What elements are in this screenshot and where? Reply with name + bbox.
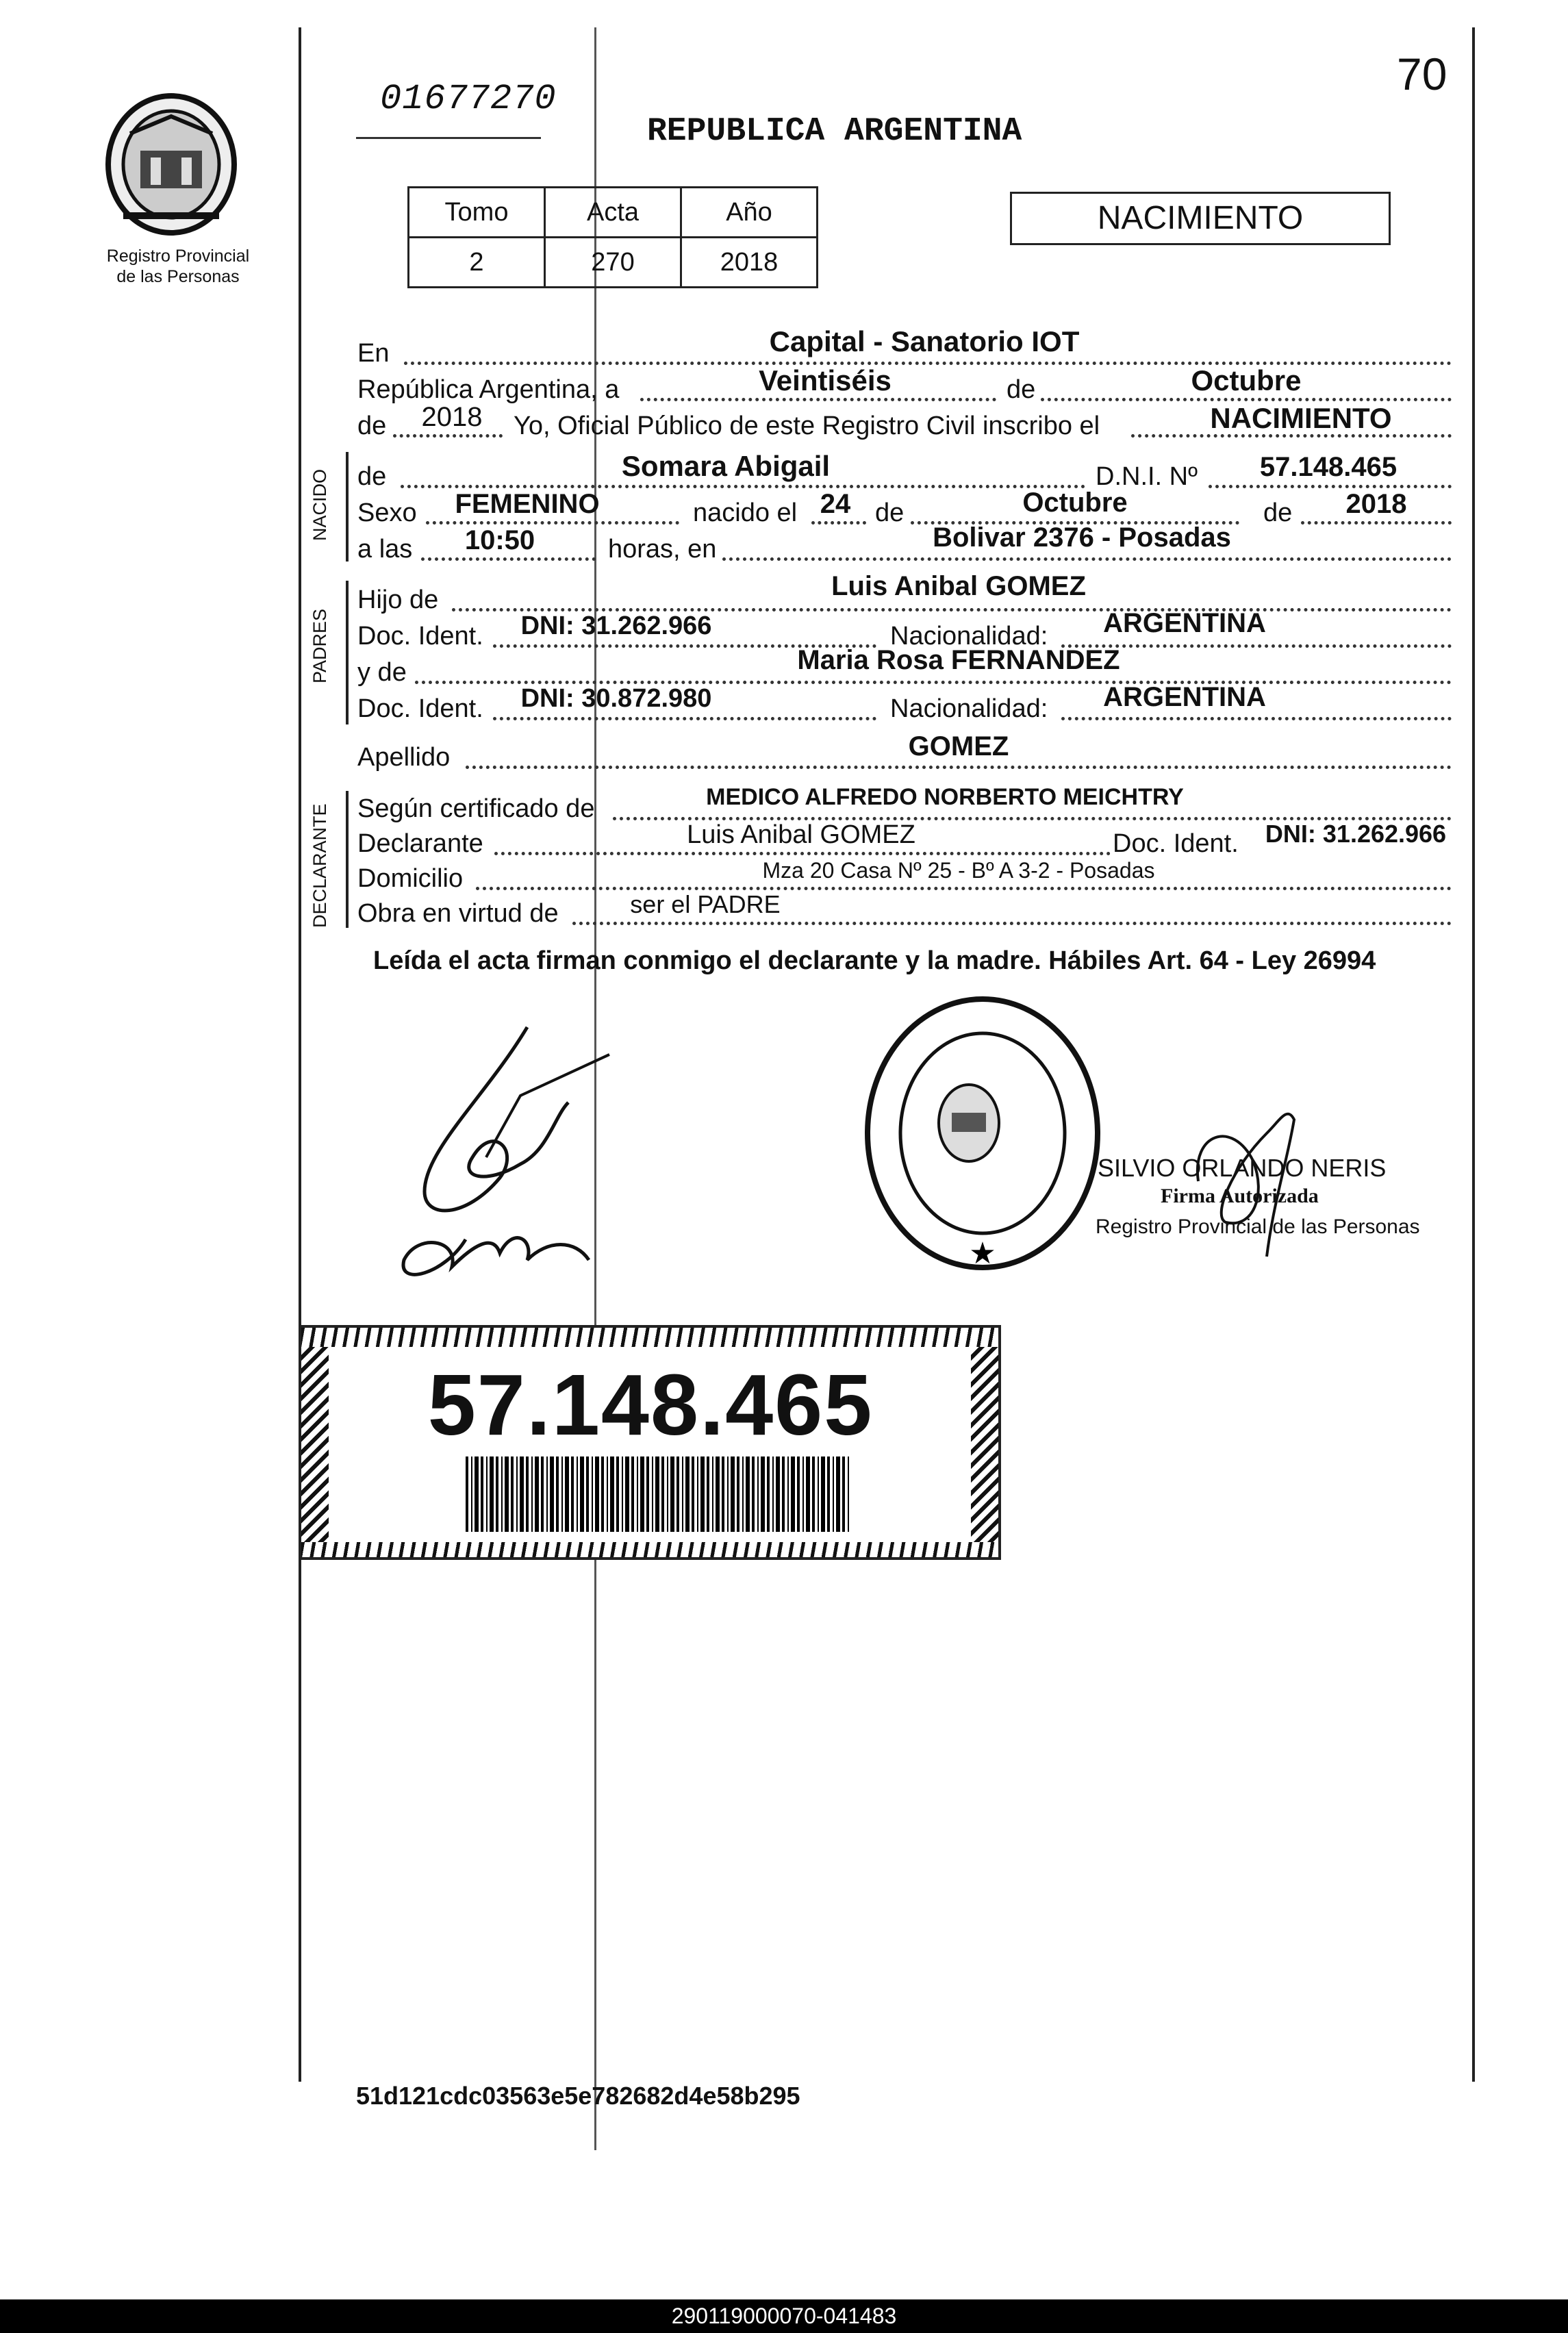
value-apellido: GOMEZ	[908, 731, 1009, 761]
province-seal-logo	[103, 92, 240, 236]
value-certificado: MEDICO ALFREDO NORBERTO MEICHTRY	[706, 784, 1184, 810]
document-hash: 51d121cdc03563e5e782682d4e58b295	[356, 2082, 800, 2110]
label-obra: Obra en virtud de	[357, 899, 559, 928]
value-madre-doc: DNI: 30.872.980	[520, 684, 712, 713]
dots-row4a	[401, 485, 1085, 488]
value-hora: 10:50	[464, 525, 535, 555]
value-anio-nac: 2018	[1345, 489, 1407, 519]
value-sexo: FEMENINO	[455, 489, 600, 519]
footer-code: 290119000070-041483	[671, 2304, 897, 2328]
label-de-nombre: de	[357, 462, 387, 491]
table-header-acta: Acta	[545, 188, 681, 238]
declarant-signature	[383, 1013, 644, 1301]
table-value-tomo: 2	[409, 238, 545, 288]
value-dni: 57.148.465	[1259, 452, 1398, 482]
value-declarante-doc: DNI: 31.262.966	[1265, 820, 1447, 848]
label-nacido-el: nacido el	[693, 499, 798, 527]
table-header-anio: Año	[681, 188, 818, 238]
label-segun: Según certificado de	[357, 794, 595, 823]
dots-row6a	[421, 557, 596, 561]
sticker-right-pattern	[971, 1328, 998, 1557]
label-doc-ident-madre: Doc. Ident.	[357, 694, 483, 723]
dots-row6b	[722, 557, 1452, 561]
dots-row5a	[426, 521, 679, 525]
value-lugar: Capital - Sanatorio IOT	[769, 325, 1080, 357]
logo-caption-2: de las Personas	[116, 267, 240, 286]
label-nacionalidad-padre: Nacionalidad:	[890, 622, 1048, 651]
section-label-declarante: DECLARANTE	[309, 803, 330, 928]
serial-number: 01677270	[380, 79, 557, 119]
label-horas-en: horas, en	[608, 535, 717, 564]
nacido-bracket	[346, 452, 349, 562]
value-dia-nac: 24	[820, 489, 851, 519]
dots-row13a	[494, 852, 1111, 855]
official-office: Registro Provincial de las Personas	[1096, 1215, 1420, 1238]
label-sexo: Sexo	[357, 499, 417, 527]
dots-row4b	[1209, 485, 1452, 488]
label-de-mes-nac: de	[875, 499, 905, 527]
value-obra: ser el PADRE	[630, 890, 781, 918]
dots-row3a	[393, 434, 503, 438]
dots-row10b	[1061, 717, 1452, 720]
dni-sticker	[299, 1325, 1001, 1560]
dots-row5b	[811, 521, 866, 525]
registry-table	[407, 186, 818, 288]
label-de-mes: de	[1007, 375, 1036, 404]
dots-row15	[572, 922, 1452, 925]
label-yo: Yo, Oficial Público de este Registro Civil inscribo el	[514, 412, 1100, 440]
value-declarante: Luis Anibal GOMEZ	[687, 820, 915, 849]
serial-underline	[356, 137, 541, 139]
label-nacionalidad-madre: Nacionalidad:	[890, 694, 1048, 723]
dots-row2a	[640, 398, 996, 401]
closing-text: Leída el acta firman conmigo el declarante y la madre. Hábiles Art. 64 - Ley 26994	[373, 946, 1376, 975]
right-margin-rule	[1472, 27, 1475, 2082]
value-domicilio: Mza 20 Casa Nº 25 - Bº A 3-2 - Posadas	[762, 858, 1155, 883]
label-doc-ident-padre: Doc. Ident.	[357, 622, 483, 651]
svg-text:★: ★	[969, 1236, 996, 1271]
value-mes-texto: Octubre	[1191, 364, 1302, 396]
document-type-box: NACIMIENTO	[1010, 192, 1391, 245]
declarante-bracket	[346, 791, 349, 928]
label-a-las: a las	[357, 535, 413, 564]
table-header-tomo: Tomo	[409, 188, 545, 238]
label-de-anio: de	[357, 412, 387, 440]
value-dia-texto: Veintiséis	[759, 364, 892, 396]
official-name: SILVIO ORLANDO NERIS	[1098, 1154, 1387, 1182]
dots-row11	[466, 766, 1452, 769]
value-padre: Luis Anibal GOMEZ	[831, 571, 1086, 601]
label-declarante: Declarante	[357, 829, 483, 858]
label-en: En	[357, 339, 390, 368]
footer-bar	[0, 2299, 1568, 2333]
table-value-anio: 2018	[681, 238, 818, 288]
section-label-nacido: NACIDO	[309, 468, 330, 541]
dots-row5d	[1301, 521, 1452, 525]
value-madre-nac: ARGENTINA	[1103, 682, 1266, 712]
value-acto: NACIMIENTO	[1210, 402, 1392, 434]
value-lugar-nac: Bolivar 2376 - Posadas	[933, 522, 1231, 553]
value-anio: 2018	[421, 402, 483, 432]
page-number: 70	[1397, 49, 1447, 99]
label-hijo-de: Hijo de	[357, 585, 439, 614]
section-label-padres: PADRES	[309, 608, 330, 683]
sticker-top-pattern	[301, 1328, 998, 1347]
official-title: Firma Autorizada	[1161, 1185, 1319, 1207]
header-title: REPUBLICA ARGENTINA	[647, 113, 1022, 150]
sticker-left-pattern	[301, 1328, 329, 1557]
table-value-acta: 270	[545, 238, 681, 288]
seal-icon	[103, 92, 240, 236]
sticker-barcode	[466, 1456, 849, 1532]
official-stamp	[859, 993, 1106, 1274]
left-margin-rule	[299, 27, 301, 2082]
label-domicilio: Domicilio	[357, 864, 464, 893]
label-doc-ident-declarante: Doc. Ident.	[1113, 829, 1239, 858]
padres-bracket	[346, 581, 349, 724]
sticker-dni-number: 57.148.465	[427, 1357, 874, 1453]
value-madre: Maria Rosa FERNANDEZ	[797, 645, 1120, 675]
label-de-anio-nac: de	[1263, 499, 1293, 527]
dots-row10a	[493, 717, 876, 720]
label-apellido: Apellido	[357, 743, 451, 772]
logo-caption-1: Registro Provincial	[106, 247, 250, 266]
label-dni: D.N.I. Nº	[1096, 462, 1198, 491]
value-padre-doc: DNI: 31.262.966	[520, 611, 712, 640]
label-y-de: y de	[357, 658, 407, 687]
value-padre-nac: ARGENTINA	[1103, 608, 1266, 638]
sticker-bottom-pattern	[301, 1542, 998, 1557]
value-mes-nac: Octubre	[1022, 488, 1128, 518]
dots-row2b	[1041, 398, 1452, 401]
value-nombre: Somara Abigail	[621, 450, 831, 482]
label-republica: República Argentina, a	[357, 375, 620, 404]
